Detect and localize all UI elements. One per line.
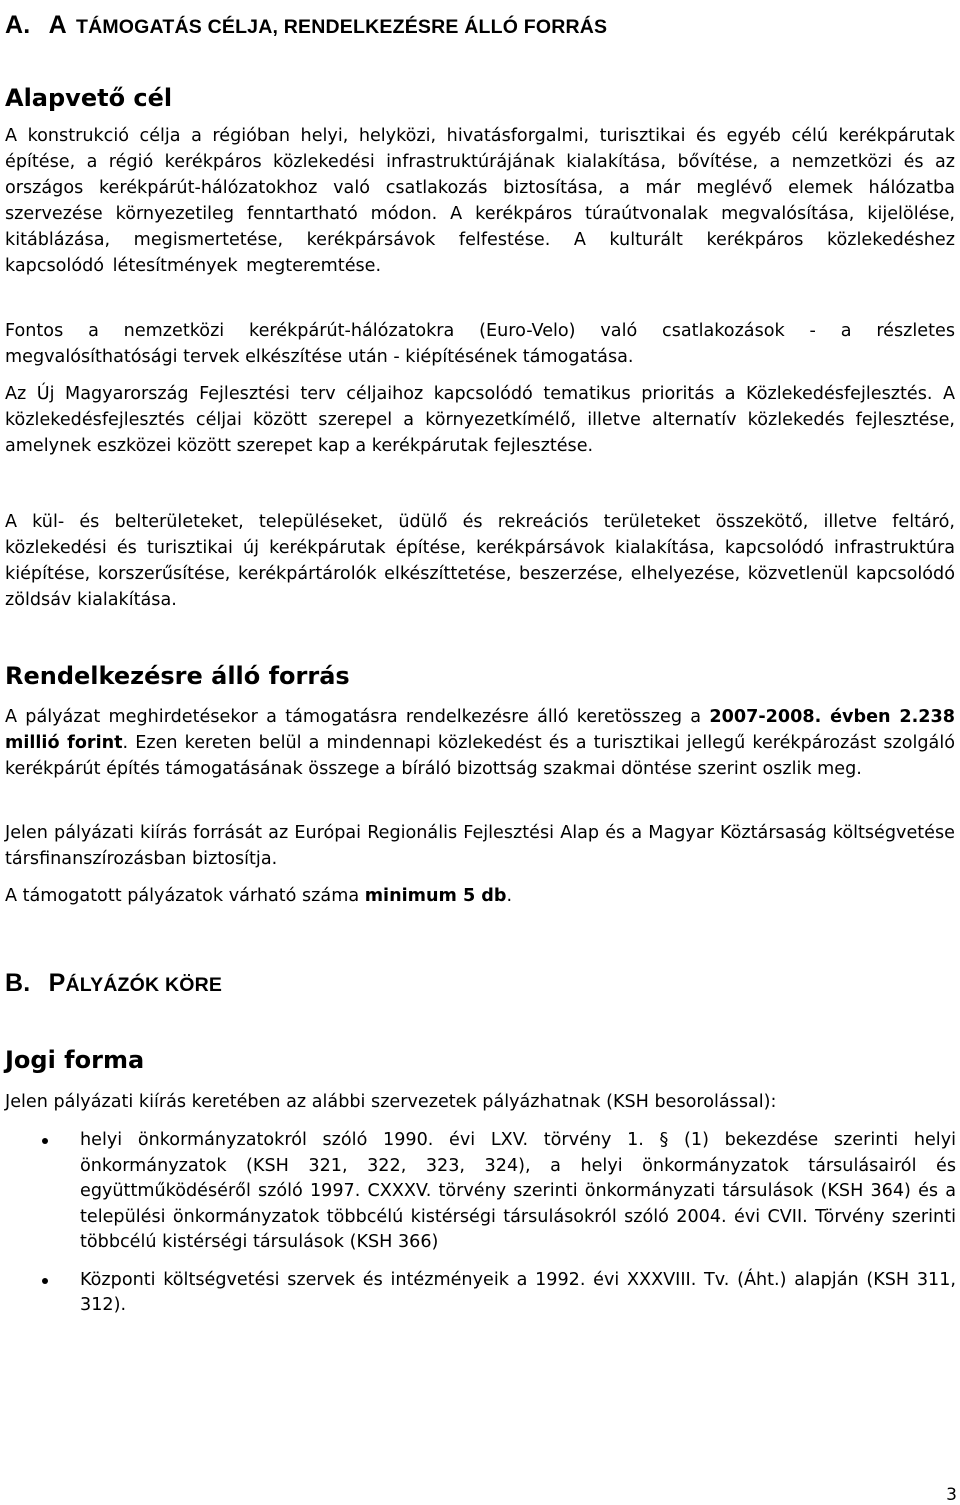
forras-p3-text-b: .: [506, 886, 513, 906]
alapveto-cel-paragraph-3: Az Új Magyarország Fejlesztési terv céljaihoz kapcsolódó tematikus prioritás a Közlekedésfejlesztés. A közlekedésfejlesztés céljai között szerepel a környezetkímélő, illetve alternatív közlekedés fejlesztése, amelynek eszközei között szerepet kap a kerékpárutak fejlesztése.: [5, 384, 955, 456]
list-item-text: helyi önkormányzatokról szóló 1990. évi LXV. törvény 1. § (1) bekezdése szerinti helyi önkormányzatok (KSH 321, 322, 323, 324), a helyi önkormányzatok társulásairól és együttműködéséről szóló 1997. CXXXV. törvény szerinti önkormányzati társulások (KSH 364) és a települési önkormányzatok többcélú kistérségi társulásokról szóló 2004. évi CVII. Törvény szerinti többcélú kistérségi társulások (KSH 366): [80, 1130, 956, 1252]
alapveto-cel-paragraph-1: A konstrukció célja a régióban helyi, helyközi, hivatásforgalmi, turisztikai és egyéb célú kerékpárutak építése, a régió kerékpáros közlekedési infrastruktúrájának kialakítása, bővítése, a nemzetközi és az országos kerékpárút-hálózatokhoz való csatlakozás biztosítása, a már meglévő elemek hálózatba szervezése környezetileg fenntartható módon. A kerékpáros túraútvonalak megvalósítása, kijelölése, kitáblázása, megismertetése, kerékpársávok felfestése. A kulturált kerékpáros közlekedéshez kapcsolódó létesítmények megteremtése.: [5, 126, 955, 276]
alapveto-cel-paragraph-4: A kül- és belterületeket, településeket, üdülő és rekreációs területeket összekötő, illetve feltáró, közlekedési és turisztikai új kerékpárutak építése, kerékpársávok kialakítása, kapcsolódó infrastruktúra kiépítése, korszerűsítése, kerékpártárolók elkészíttetése, beszerzése, elhelyezése, közvetlenül kapcsolódó zöldsáv kialakítása.: [5, 512, 955, 610]
list-item: [0, 1268, 956, 1319]
section-b-title-rest: ÁLYÁZÓK KÖRE: [65, 974, 223, 996]
forras-heading: Rendelkezésre álló forrás: [5, 662, 350, 690]
alapveto-cel-paragraph-2: Fontos a nemzetközi kerékpárút-hálózatokra (Euro-Velo) való csatlakozások - a részletes megvalósíthatósági tervek elkészítése után - kiépítésének támogatása.: [5, 321, 955, 367]
section-b-number: B.: [5, 969, 31, 997]
forras-p3-text-a: A támogatott pályázatok várható száma: [5, 886, 365, 906]
section-a-title-first: A: [48, 11, 67, 39]
list-item: [0, 1128, 956, 1256]
section-b-title-first: P: [48, 969, 66, 997]
section-a-title: [5, 4, 607, 41]
forras-p3-minimum: minimum 5 db: [364, 886, 507, 906]
forras-p1-amount: 2007-2008. évben 2.238 millió forint: [5, 707, 955, 753]
list-item-text: Központi költségvetési szervek és intézményeik a 1992. évi XXXVIII. Tv. (Áht.) alapján (KSH 311, 312).: [80, 1269, 956, 1315]
section-b-title: [5, 962, 222, 999]
jogi-forma-intro: Jelen pályázati kiírás keretében az alábbi szervezetek pályázhatnak (KSH besorolással):: [5, 1092, 777, 1112]
jogi-forma-heading: Jogi forma: [5, 1046, 145, 1074]
forras-paragraph-3: [5, 883, 955, 909]
bullet-icon: [42, 1138, 48, 1144]
forras-paragraph-1: [5, 704, 955, 782]
page-number: 3: [946, 1485, 957, 1505]
forras-paragraph-2: Jelen pályázati kiírás forrását az Európai Regionális Fejlesztési Alap és a Magyar Köztársaság költségvetése társfinanszírozásban biztosítja.: [5, 823, 955, 869]
jogi-forma-list: [0, 1128, 960, 1319]
forras-p1-text-b: . Ezen kereten belül a mindennapi közlekedést és a turisztikai jellegű kerékpározást szolgáló kerékpárút építés támogatásának összege a bíráló bizottság szakmai döntése szerint oszlik meg.: [5, 733, 955, 779]
alapveto-cel-heading: Alapvető cél: [5, 84, 173, 112]
section-a-number: A.: [5, 11, 31, 39]
section-a-title-rest: TÁMOGATÁS CÉLJA, RENDELKEZÉSRE ÁLLÓ FORRÁS: [75, 16, 608, 38]
bullet-icon: [42, 1278, 48, 1284]
forras-p1-text-a: A pályázat meghirdetésekor a támogatásra rendelkezésre álló keretösszeg a: [5, 707, 710, 727]
